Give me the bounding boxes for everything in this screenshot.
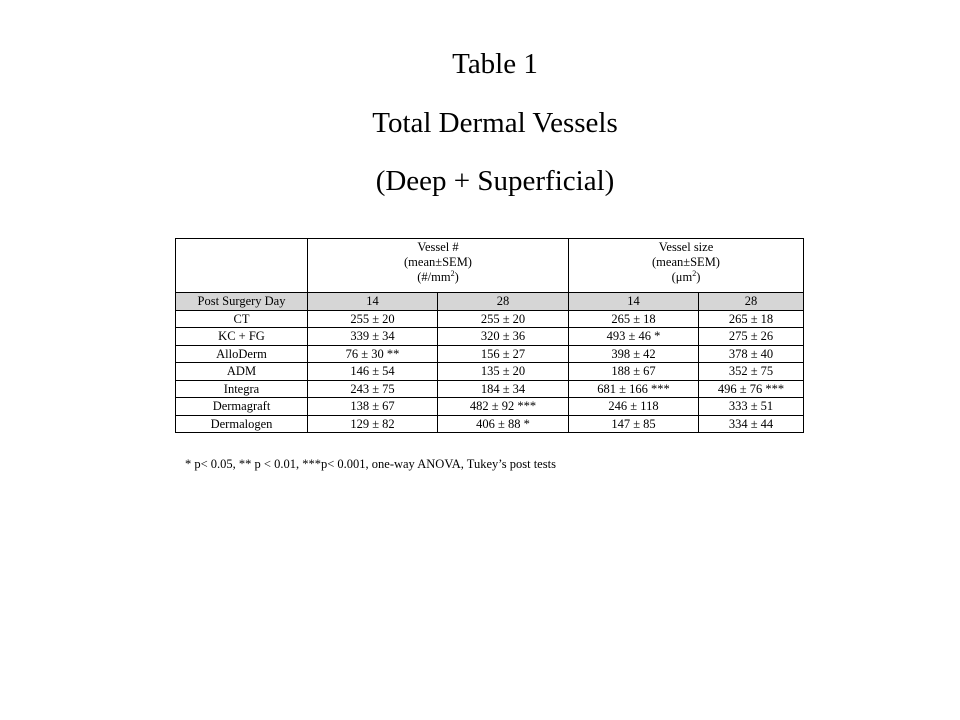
value-cell: 482 ± 92 *** [438, 398, 569, 416]
table-row [176, 380, 804, 398]
group-stat: (mean±SEM) [404, 255, 472, 269]
value-cell: 352 ± 75 [699, 363, 804, 381]
table-row [176, 398, 804, 416]
table-subtitle: (Deep + Superficial) [375, 165, 615, 197]
value-cell: 378 ± 40 [699, 345, 804, 363]
group-unit: $(\mu m^2)$ [671, 268, 701, 284]
value-cell: 275 ± 26 [699, 328, 804, 346]
group-name: Vessel size [658, 240, 714, 254]
value-cell: 255 ± 20 [438, 310, 569, 328]
value-cell: 265 ± 18 [699, 310, 804, 328]
group-unit: $(\#/mm^2)$ [417, 268, 459, 284]
table-main-title: Total Dermal Vessels [372, 107, 618, 139]
day-cell: 14 [569, 293, 699, 311]
table-row [176, 310, 804, 328]
value-cell: 398 ± 42 [569, 345, 699, 363]
value-cell: 146 ± 54 [308, 363, 438, 381]
value-cell: 339 ± 34 [308, 328, 438, 346]
value-cell: 333 ± 51 [699, 398, 804, 416]
post-surgery-day-row [176, 293, 804, 311]
group-stat: (mean±SEM) [652, 255, 720, 269]
value-cell: 406 ± 88 * [438, 415, 569, 433]
vessel-count-header [308, 239, 569, 293]
value-cell: 265 ± 18 [569, 310, 699, 328]
value-cell: 129 ± 82 [308, 415, 438, 433]
row-label: Dermagraft [176, 398, 308, 416]
row-label: Integra [176, 380, 308, 398]
day-cell: 28 [699, 293, 804, 311]
value-cell: 243 ± 75 [308, 380, 438, 398]
footnote: * p< 0.05, ** p < 0.01, ***p< 0.001, one-way ANOVA, Tukey’s post tests [185, 457, 556, 471]
value-cell: 320 ± 36 [438, 328, 569, 346]
vessels-table [175, 238, 804, 433]
table-row [176, 415, 804, 433]
row-label: ADM [176, 363, 308, 381]
value-cell: 496 ± 76 *** [699, 380, 804, 398]
blank-header-cell [176, 239, 308, 293]
value-cell: 135 ± 20 [438, 363, 569, 381]
table-number-title: Table 1 [452, 48, 538, 80]
value-cell: 255 ± 20 [308, 310, 438, 328]
group-name: Vessel # [417, 240, 459, 254]
value-cell: 147 ± 85 [569, 415, 699, 433]
value-cell: 246 ± 118 [569, 398, 699, 416]
day-label: Post Surgery Day [176, 293, 308, 311]
row-label: KC + FG [176, 328, 308, 346]
table-row [176, 363, 804, 381]
value-cell: 334 ± 44 [699, 415, 804, 433]
value-cell: 681 ± 166 *** [569, 380, 699, 398]
row-label: AlloDerm [176, 345, 308, 363]
day-cell: 28 [438, 293, 569, 311]
value-cell: 184 ± 34 [438, 380, 569, 398]
day-cell: 14 [308, 293, 438, 311]
value-cell: 156 ± 27 [438, 345, 569, 363]
row-label: CT [176, 310, 308, 328]
value-cell: 493 ± 46 * [569, 328, 699, 346]
value-cell: 76 ± 30 ** [308, 345, 438, 363]
value-cell: 188 ± 67 [569, 363, 699, 381]
group-header-row [176, 239, 804, 293]
row-label: Dermalogen [176, 415, 308, 433]
vessel-size-header [569, 239, 804, 293]
table-row [176, 328, 804, 346]
table-row [176, 345, 804, 363]
value-cell: 138 ± 67 [308, 398, 438, 416]
